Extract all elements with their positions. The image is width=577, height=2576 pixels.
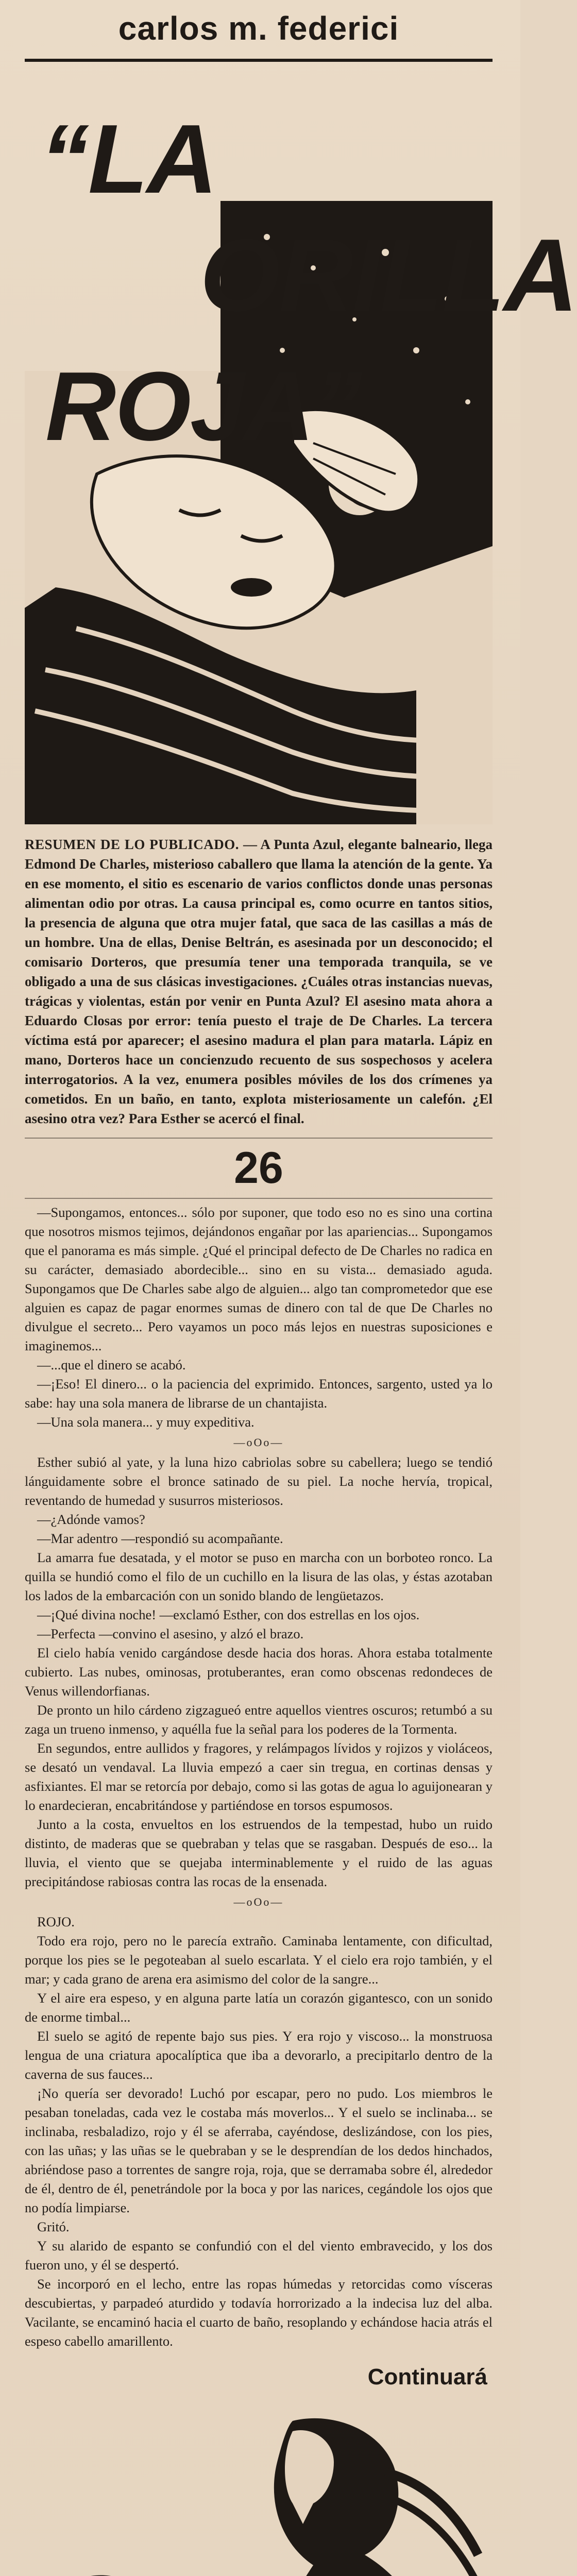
section-separator: —oOo—	[233, 1895, 284, 1908]
story-paragraph: —Una sola manera... y muy expeditiva.	[37, 1414, 254, 1430]
story-paragraph: La amarra fue desatada, y el motor se puso en marcha con un borboteo ronco. La quilla se hundió como el filo de un cuchillo en la lisura de las olas, y éstas azotaban los lados de la embarcación con un sonido blando de lengüetazos.	[25, 1550, 493, 1603]
title-line-1: “LA	[40, 105, 217, 214]
summary-lead: RESUMEN DE LO PUBLICADO.	[25, 837, 240, 852]
story-paragraph: Esther subió al yate, y la luna hizo cabriolas sobre su cabellera; luego se tendió lánguidamente sobre el bronce satinado de su piel. La noche hervía, tropical, reventando de humedad y susurros misteriosos.	[25, 1454, 493, 1508]
story-paragraph: Todo era rojo, pero no le parecía extraño. Caminaba lentamente, con dificultad, porque los pies se le pegoteaban al suelo escarlata. Y el cielo era rojo también, y el mar; y cada grano de arena era asimismo del color de la sangre...	[25, 1933, 493, 1987]
story-paragraph: —Mar adentro —respondió su acompañante.	[37, 1531, 283, 1546]
continuara-label: Continuará	[367, 2364, 487, 2389]
collect-side-label	[503, 0, 520, 2576]
story-paragraph: Gritó.	[37, 2219, 70, 2234]
story-paragraph: —¡Qué divina noche! —exclamó Esther, con dos estrellas en los ojos.	[37, 1607, 420, 1622]
article-column	[25, 0, 577, 2576]
story-paragraph: —...que el dinero se acabó.	[37, 1357, 186, 1372]
story-paragraph: —Perfecta —convino el asesino, y alzó el brazo.	[37, 1626, 304, 1641]
story-paragraph: El suelo se agitó de repente bajo sus pies. Y era rojo y viscoso... la monstruosa lengua de una criatura apocalíptica que iba a devorarlo, a precipitarlo dentro de la caverna de sus fauces...	[25, 2028, 493, 2082]
story-paragraph: El cielo había venido cargándose desde hacia dos horas. Ahora estaba totalmente cubierto. Las nubes, ominosas, protuberantes, eran como obscenas redondeces de Venus willendorfianas.	[25, 1645, 493, 1699]
story-paragraph: ROJO.	[37, 1914, 75, 1929]
story-paragraph: De pronto un hilo cárdeno zigzagueó entre aquellos vientres oscuros; retumbó a su zaga un trueno inmenso, y aquélla fue la señal para los poderes de la Tormenta.	[25, 1702, 493, 1737]
story-paragraph: —¡Eso! El dinero... o la paciencia del exprimido. Entonces, sargento, usted ya lo sabe: hay una sola manera de librarse de un chantajista.	[25, 1376, 493, 1411]
episode-number: 26	[25, 1138, 493, 1199]
story-paragraph: Junto a la costa, envueltos en los estruendos de la tempestad, hubo un ruido distinto, de maderas que se quebraban y telas que se rasgaban. Después de eso... la lluvia, el viento que se quejaba interminablemente y el ruido de las aguas precipitándose rabiosas contra las rocas de la ensenada.	[25, 1817, 493, 1889]
story-paragraph: ¡No quería ser devorado! Luchó por escapar, pero no pudo. Los miembros le pesaban toneladas, cada vez le costaba más moverlos... Y el suelo se inclinaba... se inclinaba, resbaladizo, rojo y él se aferraba, cayéndose, deslizándose, con los pies, con las uñas; y las uñas se le quebraban y se le desprendían de los dedos hinchados, abriéndose paso a torrentes de sangre roja, roja, que se derramaba sobre él, alrededor de él, dentro de él, penetrándole por la boca y por las narices, cegándole los ojos que no podía limpiarse.	[25, 2086, 493, 2215]
title-illustration	[25, 82, 577, 824]
section-separator: —oOo—	[233, 1436, 284, 1449]
story-paragraph: Se incorporó en el lecho, entre las ropas húmedas y retorcidas como vísceras descubiertas, y parpadeó aturdido y todavía horrorizado a la indecisa luz del alba. Vacilante, se encaminó hacia el cuarto de baño, resoplando y echándose hacia atrás el espeso cabello amarillento.	[25, 2276, 493, 2349]
contest-side-label	[0, 0, 15, 2576]
author-byline: carlos m. federici	[25, 0, 493, 62]
story-paragraph: Y el aire era espeso, y en alguna parte latía un corazón gigantesco, con un sonido de enorme timbal...	[25, 1990, 493, 2025]
summary-box	[25, 835, 493, 1128]
title-line-2: ORILLA	[200, 218, 577, 333]
story-paragraph: En segundos, entre aullidos y fragores, y relámpagos lívidos y rojizos y violáceos, se desató un vendaval. La lluvia empezó a caer sin tregua, en cortinas densas y asfixiantes. El mar se retorcía por debajo, como si las gotas de agua lo aguijonearan y lo enardecieran, encabritándose y partiéndose en torsos espumosos.	[25, 1740, 493, 1813]
story-text	[25, 1203, 493, 2351]
bathroom-scene-illustration	[25, 2400, 493, 2576]
title-line-3: ROJA”	[45, 352, 361, 461]
bottom-illustration	[25, 2400, 493, 2576]
summary-text: — A Punta Azul, elegante balneario, llega Edmond De Charles, misterioso caballero que llama la atención de la gente. Ya en ese momento, el sitio es escenario de varios conflictos donde unas personas alimentan odio por otras. La causa principal es, como ocurre en tantos sitios, la presencia de alguna que otra mujer fatal, que saca de las casillas a más de un hombre. Una de ellas, Denise Beltrán, es asesinada por un desconocido; el comisario Dorteros, que presumía tener una temporada tranquila, se ve obligado a una de sus clásicas investigaciones. ¿Cuáles otras instancias nuevas, trágicas y violentas, están por venir en Punta Azul? El asesino mata ahora a Eduardo Closas por error: tenía puesto el traje de De Charles. La tercera víctima está por aparecer; el asesino madura el plan para matarla. Lápiz en mano, Dorteros hace un concienzudo recuento de sus sospechosos y acelera interrogatorios. A la vez, enumera posibles móviles de los dos crímenes ya cometidos. En un baño, en tanto, explota misteriosamente un calefón. ¿El asesino otra vez? Para Esther se acercó el final.	[25, 837, 493, 1126]
story-paragraph: —Supongamos, entonces... sólo por suponer, que todo eso no es sino una cortina que nosotros mismos tejimos, dejándonos engañar por las apariencias... Supongamos que el panorama es más simple. ¿Qué el principal defecto de De Charles no radica en su carácter, demasiado abordecible... sino en su vista... demasiado aguda. Supongamos que De Charles sabe algo de alguien... algo tan comprometedor que ese alguien es capaz de pagar enormes sumas de dinero con tal de que De Charles no divulgue el secreto... Pero vayamos un poco más lejos en nuestras suposiciones e imaginemos...	[25, 1205, 493, 1353]
story-paragraph: Y su alarido de espanto se confundió con el del viento embravecido, y los dos fueron uno, y él se despertó.	[25, 2238, 493, 2273]
story-paragraph: —¿Adónde vamos?	[37, 1512, 145, 1527]
